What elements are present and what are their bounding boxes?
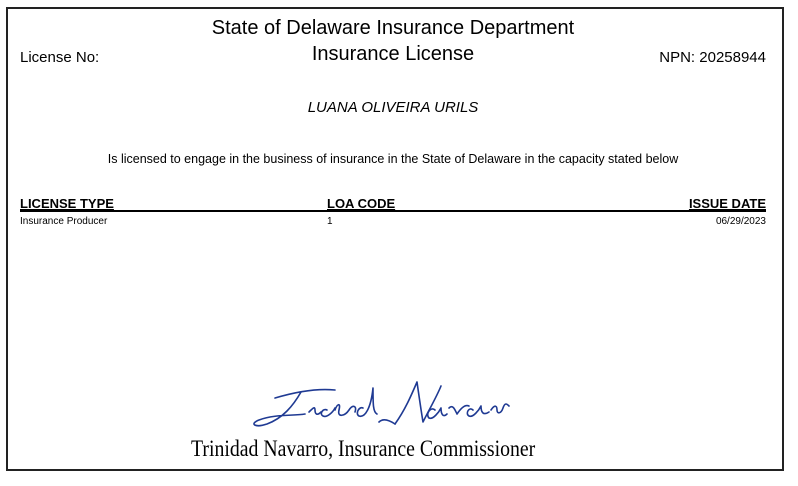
header-issue-date: ISSUE DATE: [688, 196, 766, 211]
cell-license-type: Insurance Producer: [20, 216, 108, 227]
agency-name: State of Delaware Insurance Department: [211, 17, 575, 39]
cell-issue-date: 06/29/2023: [715, 216, 766, 227]
document-title: Insurance License: [311, 43, 475, 65]
commissioner-caption: Trinidad Navarro, Insurance Commissioner: [191, 436, 536, 461]
table-header-rule: [20, 210, 766, 212]
license-number-label: License No:: [20, 49, 100, 66]
license-statement: Is licensed to engage in the business of insurance in the State of Delaware in the capacity stated below: [107, 152, 679, 166]
header-license-type: LICENSE TYPE: [20, 196, 114, 211]
npn-number: NPN: 20258944: [659, 49, 766, 66]
commissioner-signature: [245, 374, 515, 444]
header-loa-code: LOA CODE: [327, 196, 396, 211]
svg-text:Trinidad Navarro: Trinidad Navarro: [245, 374, 253, 375]
licensee-name: LUANA OLIVEIRA URILS: [307, 99, 479, 116]
cell-loa-code: 1: [327, 216, 333, 227]
